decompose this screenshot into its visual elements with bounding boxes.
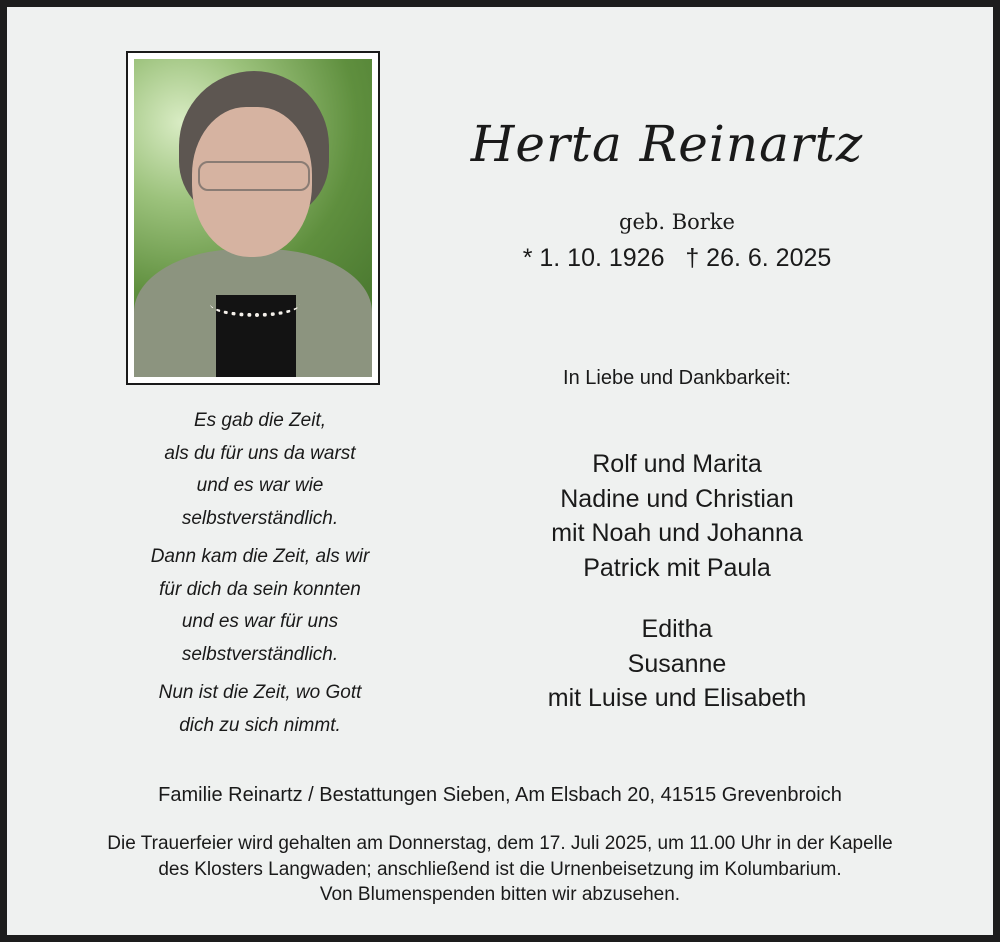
poem-line: als du für uns da warst bbox=[164, 442, 356, 464]
poem-stanza-1 bbox=[100, 405, 420, 535]
poem-line: und es war für uns bbox=[181, 611, 339, 632]
info-line: Die Trauerfeier wird gehalten am Donnerstag, dem 17. Juli 2025, um 11.00 Uhr in der Kapelle bbox=[107, 833, 893, 854]
obituary-notice bbox=[7, 7, 993, 935]
poem-line: Es gab die Zeit, bbox=[193, 410, 327, 431]
poem-stanza-3 bbox=[100, 677, 420, 742]
family-address: Familie Reinartz / Bestattungen Sieben, Am Elsbach 20, 41515 Grevenbroich bbox=[158, 784, 842, 806]
family-group-2 bbox=[427, 612, 927, 716]
life-dates: * 1. 10. 1926 † 26. 6. 2025 bbox=[522, 244, 832, 272]
family-line: Rolf und Marita bbox=[592, 450, 762, 478]
family-line: Editha bbox=[641, 615, 713, 643]
info-line: des Klosters Langwaden; anschließend ist die Urnenbeisetzung im Kolumbarium. bbox=[158, 858, 842, 880]
deceased-name: Herta Reinartz bbox=[470, 115, 864, 173]
family-line: mit Noah und Johanna bbox=[551, 519, 803, 547]
family-group-1 bbox=[427, 447, 927, 585]
family-line: mit Luise und Elisabeth bbox=[547, 684, 807, 712]
funeral-info bbox=[7, 831, 993, 908]
portrait-photo bbox=[134, 59, 372, 377]
family-line: Nadine und Christian bbox=[560, 484, 794, 513]
poem-stanza-2 bbox=[100, 541, 420, 671]
poem-line: und es war wie bbox=[196, 475, 324, 496]
poem-line: dich zu sich nimmt. bbox=[179, 714, 341, 736]
birth-name: geb. Borke bbox=[619, 210, 735, 234]
poem-line: Dann kam die Zeit, als wir bbox=[150, 546, 370, 567]
poem-line: selbstverständlich. bbox=[181, 507, 339, 529]
poem-line: Nun ist die Zeit, wo Gott bbox=[158, 682, 362, 703]
family-line: Patrick mit Paula bbox=[583, 553, 771, 582]
portrait-photo-frame bbox=[126, 51, 380, 385]
photo-pearls bbox=[210, 291, 300, 317]
family-line: Susanne bbox=[627, 649, 727, 678]
info-line: Von Blumenspenden bitten wir abzusehen. bbox=[319, 884, 681, 905]
photo-glasses bbox=[198, 161, 310, 191]
poem-line: selbstverständlich. bbox=[181, 643, 339, 665]
thanks-line: In Liebe und Dankbarkeit: bbox=[563, 367, 791, 389]
poem-line: für dich da sein konnten bbox=[159, 578, 361, 600]
